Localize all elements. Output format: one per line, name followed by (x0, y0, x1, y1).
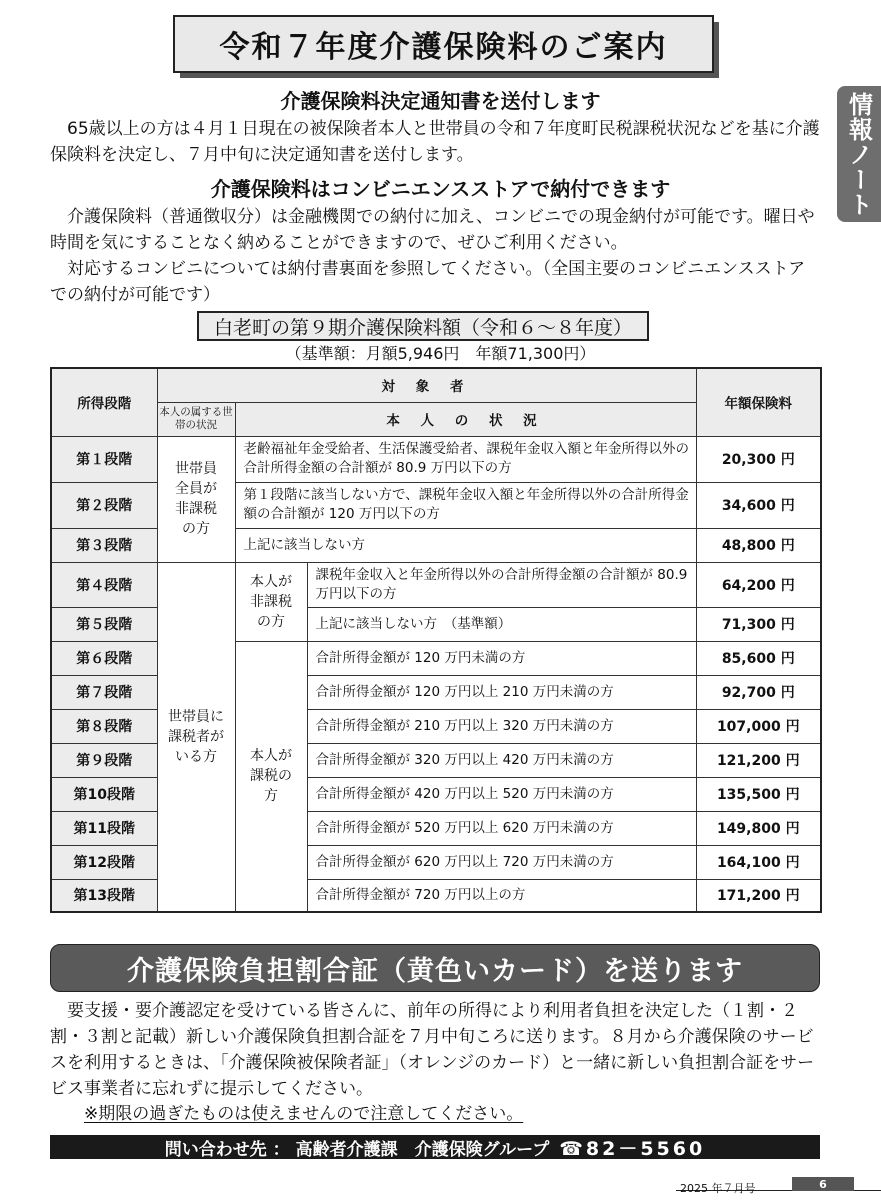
desc-cell: 合計所得金額が 120 万円以上 210 万円未満の方 (307, 675, 696, 709)
table-row (51, 562, 821, 607)
desc-cell: 合計所得金額が 320 万円以上 420 万円未満の方 (307, 743, 696, 777)
group-label: 世帯員全員が非課税の方 (175, 461, 217, 537)
fee-table (50, 367, 822, 913)
fee-cell: 34,600 円 (696, 482, 821, 528)
desc-cell: 課税年金収入と年金所得以外の合計所得金額の合計額が 80.9 万円以下の方 (307, 562, 696, 607)
fee-cell: 121,200 円 (696, 743, 821, 777)
fee-cell: 171,200 円 (696, 879, 821, 912)
level-cell: 第13段階 (51, 879, 157, 912)
level-cell: 第11段階 (51, 811, 157, 845)
header-level: 所得段階 (51, 368, 157, 436)
table-row (51, 436, 821, 482)
fee-table-title: 白老町の第９期介護保険料額（令和６～８年度） (197, 311, 649, 341)
fee-cell: 107,000 円 (696, 709, 821, 743)
contact-bar (50, 1135, 820, 1159)
contact-label: 問い合わせ先 ： 高齢者介護課 介護保険グループ (164, 1139, 550, 1160)
footer-page-number: 6 (792, 1177, 854, 1191)
side-tab-info-note: 情報ノート (837, 86, 881, 222)
level-cell: 第10段階 (51, 777, 157, 811)
section1-body: 65歳以上の方は４月１日現在の被保険者本人と世帯員の令和７年度町民税課税状況などを基に介護保険料を決定し、７月中旬に決定通知書を送付します。 (50, 119, 820, 165)
group-label: 本人が非課税の方 (250, 573, 292, 630)
level-cell: 第４段階 (51, 562, 157, 607)
fee-cell: 20,300 円 (696, 436, 821, 482)
desc-cell: 合計所得金額が 120 万円未満の方 (307, 641, 696, 675)
desc-cell: 第１段階に該当しない方で、課税年金収入額と年金所得以外の合計所得金額の合計額が 120 万円以下の方 (235, 482, 696, 528)
header-annual-fee: 年額保険料 (696, 368, 821, 436)
desc-cell: 合計所得金額が 620 万円以上 720 万円未満の方 (307, 845, 696, 879)
level-cell: 第３段階 (51, 528, 157, 562)
level-cell: 第９段階 (51, 743, 157, 777)
desc-cell: 老齢福祉年金受給者、生活保護受給者、課税年金収入額と年金所得以外の合計所得金額の合計額が 80.9 万円以下の方 (235, 436, 696, 482)
level-cell: 第８段階 (51, 709, 157, 743)
desc-cell: 合計所得金額が 210 万円以上 320 万円未満の方 (307, 709, 696, 743)
group-label: 世帯員に課税者がいる方 (168, 708, 224, 765)
desc-cell: 上記に該当しない方 (235, 528, 696, 562)
group-label: 本人が課税の方 (250, 748, 292, 805)
section3-body: 要支援・要介護認定を受けている皆さんに、前年の所得により利用者負担を決定した（１割・２割・３割と記載）新しい介護保険負担割合証を７月中旬ころに送ります。８月から介護保険のサービスを利用するときは、「介護保険被保険者証」（オレンジのカード）と一緒に新しい負担割合証をサービス事業者に忘れずに提示してください。 (50, 1001, 815, 1099)
footer-date: 2025 年７月号 (680, 1182, 756, 1195)
fee-cell: 92,700 円 (696, 675, 821, 709)
level-cell: 第12段階 (51, 845, 157, 879)
level-cell: 第２段階 (51, 482, 157, 528)
page-title: 令和７年度介護保険料のご案内 (173, 15, 714, 73)
section3-note: ※期限の過ぎたものは使えませんので注意してください。 (84, 1104, 524, 1124)
level-cell: 第６段階 (51, 641, 157, 675)
group-household-taxed (157, 562, 235, 912)
fee-cell: 164,100 円 (696, 845, 821, 879)
desc-cell: 上記に該当しない方 （基準額） (307, 607, 696, 641)
fee-cell: 85,600 円 (696, 641, 821, 675)
header-self-status: 本 人 の 状 況 (235, 402, 696, 436)
level-cell: 第５段階 (51, 607, 157, 641)
fee-cell: 135,500 円 (696, 777, 821, 811)
contact-phone: ☎82－5560 (559, 1137, 706, 1160)
section2-body-1: 介護保険料（普通徴収分）は金融機関での納付に加え、コンビニでの現金納付が可能です。曜日や時間を気にすることなく納めることができますので、ぜひご利用ください。 (50, 207, 815, 253)
fee-cell: 71,300 円 (696, 607, 821, 641)
group-household-nontax (157, 436, 235, 562)
desc-cell: 合計所得金額が 720 万円以上の方 (307, 879, 696, 912)
fee-cell: 149,800 円 (696, 811, 821, 845)
header-subject: 対 象 者 (157, 368, 696, 402)
desc-cell: 合計所得金額が 520 万円以上 620 万円未満の方 (307, 811, 696, 845)
level-cell: 第１段階 (51, 436, 157, 482)
section3-banner: 介護保険負担割合証（黄色いカード）を送ります (50, 944, 820, 992)
group-self-nontax (235, 562, 307, 641)
fee-table-subtitle: （基準額：月額5,946円 年額71,300円） (285, 344, 596, 363)
section2-body-2: 対応するコンビニについては納付書裏面を参照してください。（全国主要のコンビニエンスストアでの納付が可能です） (50, 259, 806, 305)
level-cell: 第７段階 (51, 675, 157, 709)
fee-cell: 64,200 円 (696, 562, 821, 607)
group-self-taxed (235, 641, 307, 912)
section1-heading: 介護保険料決定通知書を送付します (280, 89, 601, 113)
fee-cell: 48,800 円 (696, 528, 821, 562)
desc-cell: 合計所得金額が 420 万円以上 520 万円未満の方 (307, 777, 696, 811)
header-household: 本人の属する世帯の状況 (157, 402, 235, 436)
section2-heading: 介護保険料はコンビニエンスストアで納付できます (210, 177, 671, 201)
